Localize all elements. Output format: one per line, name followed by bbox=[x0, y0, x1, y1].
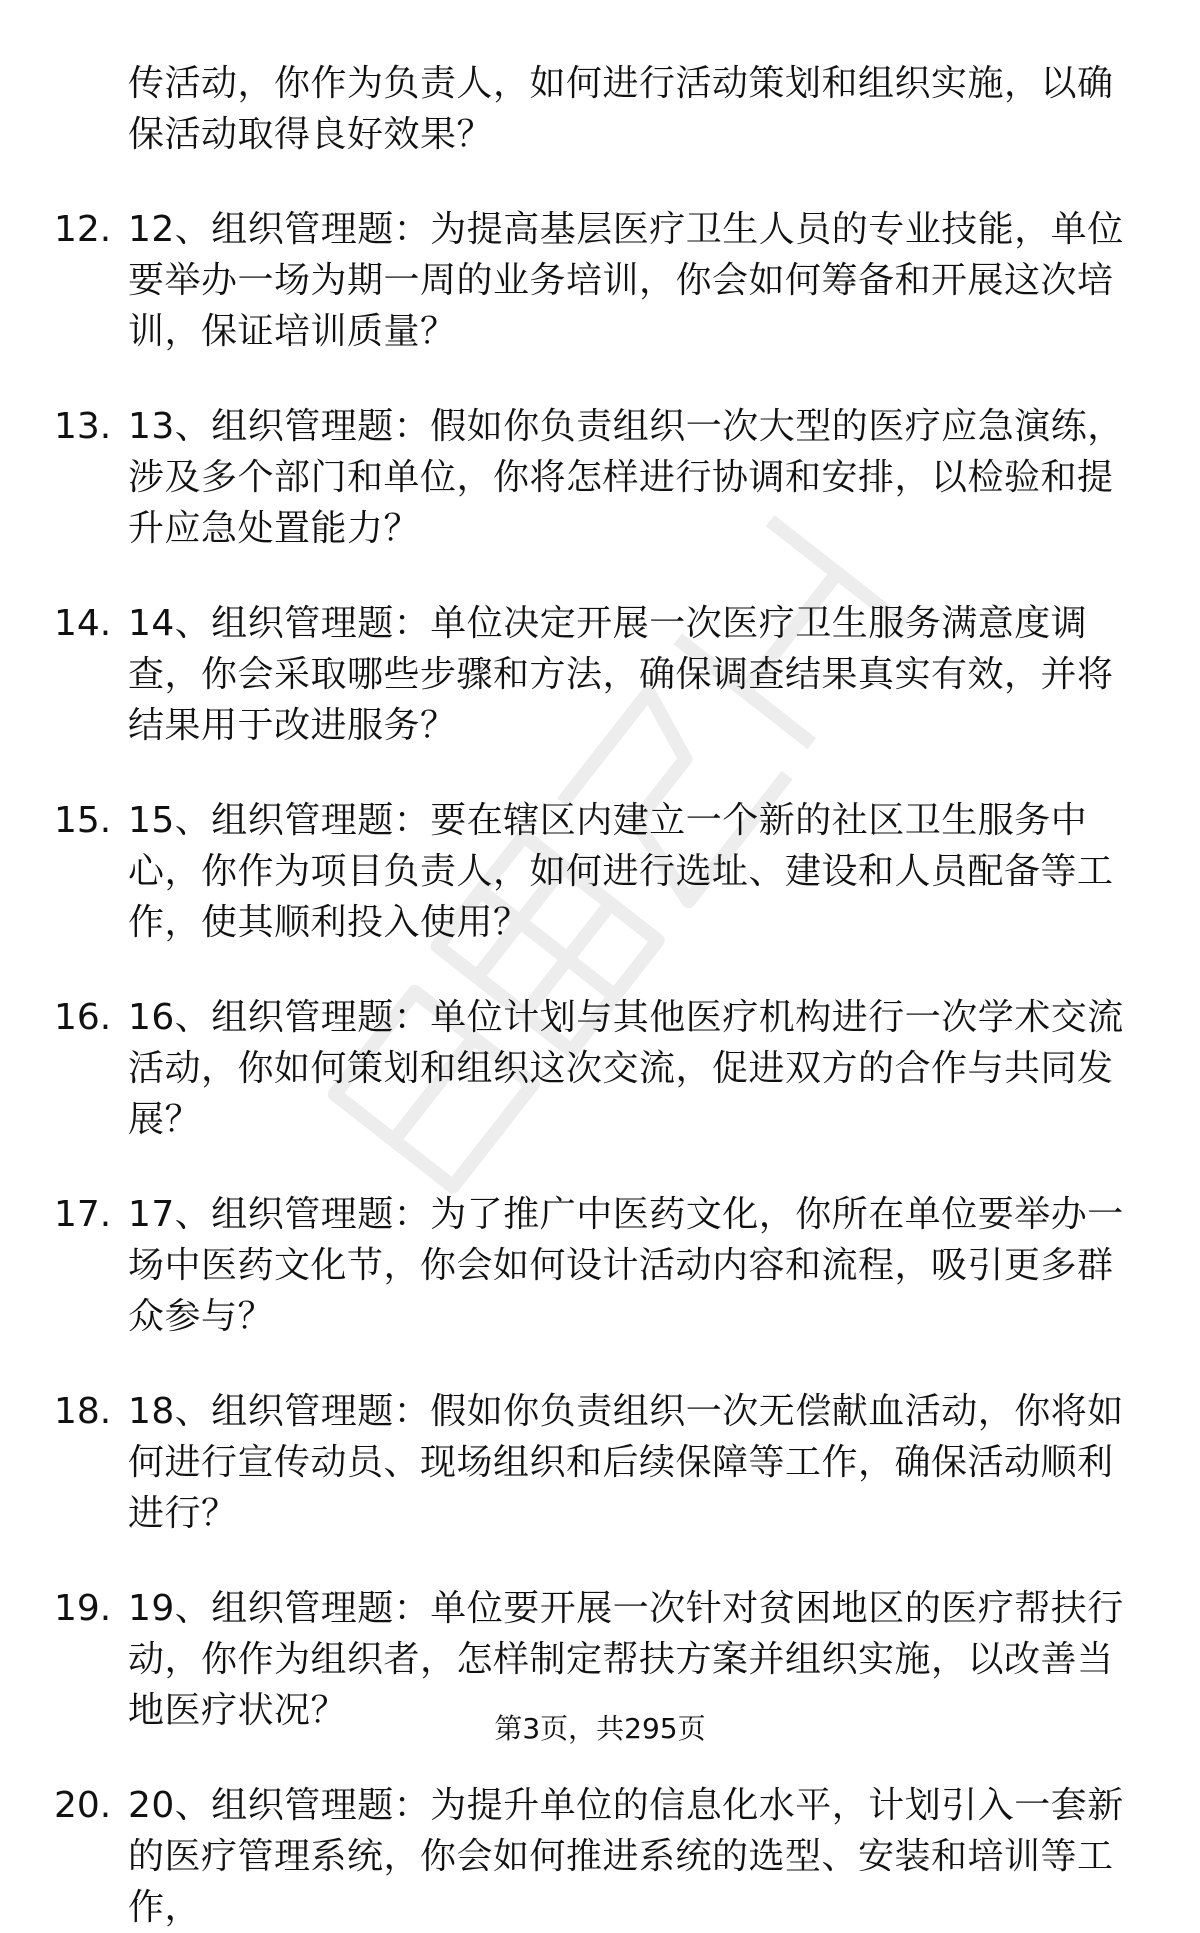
list-item bbox=[0, 1189, 1200, 1342]
list-item bbox=[0, 204, 1200, 357]
list-item-number: 20. bbox=[54, 1785, 112, 1826]
list-item-text: 13、组织管理题：假如你负责组织一次大型的医疗应急演练，涉及多个部门和单位，你将怎样进行协调和安排，以检验和提升应急处置能力？ bbox=[128, 406, 1124, 549]
list-item-number: 15. bbox=[54, 800, 112, 841]
list-item bbox=[0, 795, 1200, 948]
list-item bbox=[0, 992, 1200, 1145]
list-item-number: 17. bbox=[54, 1194, 112, 1235]
list-item-number: 19. bbox=[54, 1588, 112, 1629]
list-item bbox=[0, 598, 1200, 751]
list-item-number: 14. bbox=[54, 603, 112, 644]
list-item-text: 17、组织管理题：为了推广中医药文化，你所在单位要举办一场中医药文化节，你会如何设计活动内容和流程，吸引更多群众参与？ bbox=[128, 1194, 1124, 1337]
list-item-text: 20、组织管理题：为提升单位的信息化水平，计划引入一套新的医疗管理系统，你会如何推进系统的选型、安装和培训等工作， bbox=[128, 1785, 1124, 1928]
continued-question-text: 传活动，你作为负责人，如何进行活动策划和组织实施，以确保活动取得良好效果？ bbox=[128, 63, 1114, 155]
list-item-text: 18、组织管理题：假如你负责组织一次无偿献血活动，你将如何进行宣传动员、现场组织和后续保障等工作，确保活动顺利进行？ bbox=[128, 1391, 1124, 1534]
list-item-number: 18. bbox=[54, 1391, 112, 1432]
list-item-text: 15、组织管理题：要在辖区内建立一个新的社区卫生服务中心，你作为项目负责人，如何进行选址、建设和人员配备等工作，使其顺利投入使用？ bbox=[128, 800, 1114, 943]
question-list bbox=[0, 58, 1200, 1933]
items-container bbox=[0, 204, 1200, 1933]
list-item-text: 14、组织管理题：单位决定开展一次医疗卫生服务满意度调查，你会采取哪些步骤和方法，确保调查结果真实有效，并将结果用于改进服务？ bbox=[128, 603, 1114, 746]
list-item-text: 16、组织管理题：单位计划与其他医疗机构进行一次学术交流活动，你如何策划和组织这次交流，促进双方的合作与共同发展？ bbox=[128, 997, 1124, 1140]
list-item-text: 19、组织管理题：单位要开展一次针对贫困地区的医疗帮扶行动，你作为组织者，怎样制定帮扶方案并组织实施，以改善当地医疗状况？ bbox=[128, 1588, 1124, 1731]
list-item bbox=[0, 1780, 1200, 1933]
list-item-number: 16. bbox=[54, 997, 112, 1038]
list-item-number: 12. bbox=[54, 209, 112, 250]
list-item-number: 13. bbox=[54, 406, 112, 447]
list-item-text: 12、组织管理题：为提高基层医疗卫生人员的专业技能，单位要举办一场为期一周的业务培训，你会如何筹备和开展这次培训，保证培训质量？ bbox=[128, 209, 1124, 352]
list-item bbox=[0, 1386, 1200, 1539]
page-footer: 第3页，共295页 bbox=[494, 1712, 706, 1745]
list-item bbox=[0, 401, 1200, 554]
